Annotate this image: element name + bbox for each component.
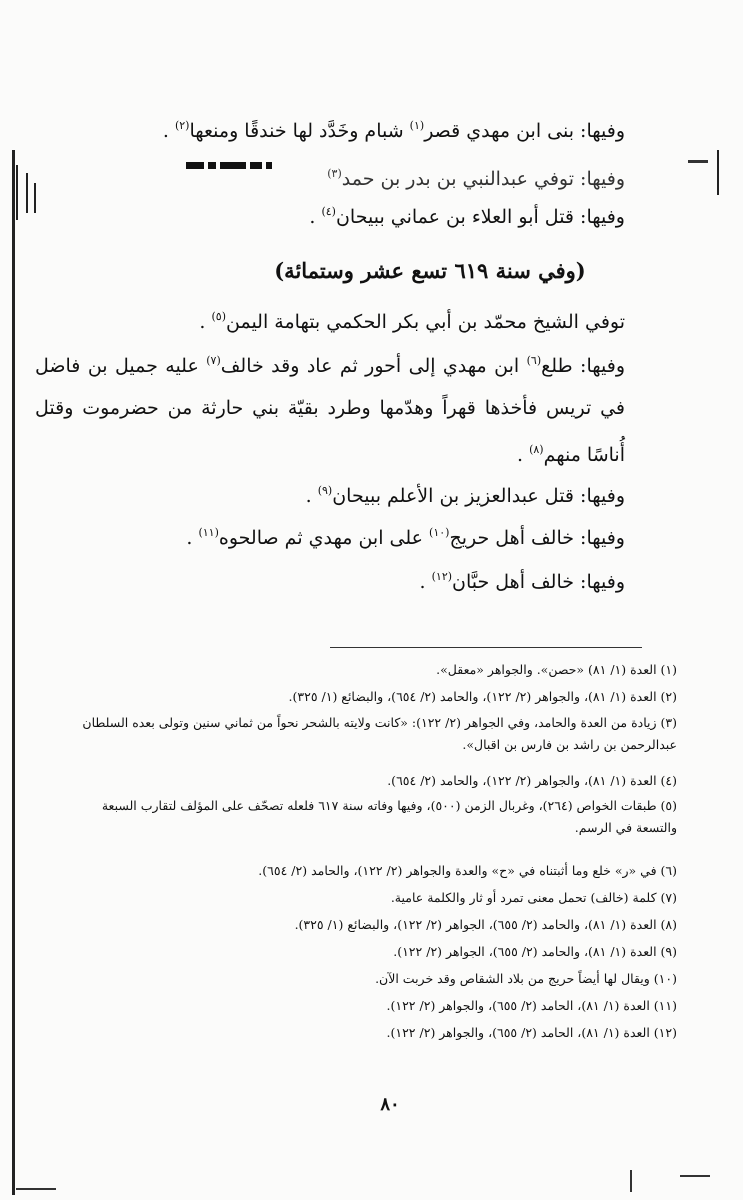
paragraph-3-text: وفيها: قتل عبدالعزيز بن الأعلم ببيحان: [332, 485, 625, 507]
year-heading: (وفي سنة ٦١٩ تسع عشر وستمائة): [274, 258, 586, 283]
paragraph-2: [35, 340, 625, 476]
paragraph-1: [35, 296, 625, 343]
footnote-ref-4: (٤): [321, 205, 336, 218]
footnote-1: (١) العدة (١/ ٨١) «حصن». والجواهر «معقل».: [436, 662, 677, 677]
paragraph-2-text-c: عليه جميل بن فاضل في تريس فأخذها قهراً وهدّمها وطرد بقيّة بني حارثة من حضرموت وقتل أُناسًا منهم: [35, 355, 625, 466]
text-line-1: [35, 112, 625, 145]
footnote-separator: [330, 647, 642, 648]
line-2-text: وفيها: توفي عبدالنبي بن بدر بن حمد: [341, 168, 625, 190]
footnote-ref-3: (٣): [327, 167, 342, 180]
footnote-12: (١٢) العدة (١/ ٨١)، الحامد (٢/ ٦٥٥)، والجواهر (٢/ ١٢٢).: [386, 1025, 677, 1040]
line-3-text: وفيها: قتل أبو العلاء بن عماني ببيحان: [335, 206, 625, 228]
footnote-ref-2: (٢): [174, 119, 190, 132]
footnote-4: (٤) العدة (١/ ٨١)، والجواهر (٢/ ١٢٢)، والحامد (٢/ ٦٥٤).: [387, 773, 677, 788]
footnote-9: (٩) العدة (١/ ٨١)، والحامد (٢/ ٦٥٥)، الجواهر (٢/ ١٢٢).: [393, 944, 677, 959]
footnote-ref-7: (٧): [206, 354, 221, 367]
footnote-6: (٦) في «ر» خلع وما أثبتناه في «ح» والعدة والجواهر (٢/ ١٢٢)، والحامد (٢/ ٦٥٤).: [258, 863, 677, 878]
paragraph-5: [35, 556, 625, 603]
scan-dash: [688, 160, 708, 163]
paragraph-4-text-b: على ابن مهدي ثم صالحوه: [218, 527, 430, 549]
footnote-ref-5: (٥): [211, 310, 226, 323]
footnote-5: (٥) طبقات الخواص (٢٦٤)، وغربال الزمن (٥٠٠)، وفيها وفاته سنة ٦١٧ فلعله تصحّف على المؤلف لتقارب السبعة والتسعة في الرسم.: [101, 798, 677, 835]
line-1-text-b: شبام وخَدَّد لها خندقًا ومنعها: [189, 120, 410, 142]
line-1-text: وفيها: بنى ابن مهدي قصر: [424, 120, 625, 142]
scan-edge-line-right: [717, 150, 719, 195]
scan-edge-line: [12, 150, 15, 1195]
paragraph-5-text: وفيها: خالف أهل حبَّان: [452, 571, 625, 593]
footnote-7: (٧) كلمة (خالف) تحمل معنى تمرد أو ثار والكلمة عامية.: [390, 890, 677, 905]
page-number: ٨٠: [380, 1094, 400, 1115]
paragraph-4-end: .: [186, 527, 199, 549]
footnote-11: (١١) العدة (١/ ٨١)، الحامد (٢/ ٦٥٥)، والجواهر (٢/ ١٢٢).: [386, 998, 677, 1013]
paragraph-1-end: .: [199, 311, 212, 333]
paragraph-4: [35, 512, 625, 559]
paragraph-1-text: توفي الشيخ محمّد بن أبي بكر الحكمي بتهامة اليمن: [226, 311, 625, 333]
paragraph-5-end: .: [419, 571, 432, 593]
line-1-end: .: [162, 120, 175, 142]
footnote-ref-6: (٦): [526, 354, 542, 367]
footnote-ref-8: (٨): [529, 443, 544, 456]
paragraph-2-end: .: [516, 444, 530, 466]
footnote-ref-11: (١١): [198, 526, 219, 539]
line-3-end: .: [309, 206, 322, 228]
footnote-ref-12: (١٢): [431, 570, 453, 583]
text-line-3: [35, 198, 625, 231]
footnote-ref-10: (١٠): [429, 526, 450, 539]
footnote-3: (٣) زيادة من العدة والحامد، وفي الجواهر (٢/ ١٢٢): «كانت ولايته بالشحر نحواً من ثماني سنين وتولى بعده السلطان عبدالرحمن بن راشد بن فارس بن اقبال».: [82, 715, 677, 752]
paragraph-3-end: .: [305, 485, 318, 507]
paragraph-2-text-a: وفيها: طلع: [541, 355, 625, 377]
footnote-ref-1: (١): [409, 119, 425, 132]
text-line-2: [35, 160, 625, 193]
footnote-8: (٨) العدة (١/ ٨١)، والحامد (٢/ ٦٥٥)، الجواهر (٢/ ١٢٢)، والبضائع (١/ ٣٢٥).: [294, 917, 677, 932]
footnote-10: (١٠) ويقال لها أيضاً حريج من بلاد الشقاص وقد خربت الآن.: [375, 971, 677, 986]
footnote-ref-9: (٩): [317, 484, 333, 497]
paragraph-3: [35, 470, 625, 517]
paragraph-2-text-b: ابن مهدي إلى أحور ثم عاد وقد خالف: [220, 355, 527, 377]
paragraph-4-text: وفيها: خالف أهل حريج: [449, 527, 625, 549]
footnote-2: (٢) العدة (١/ ٨١)، والجواهر (٢/ ١٢٢)، والحامد (٢/ ٦٥٤)، والبضائع (١/ ٣٢٥).: [288, 689, 677, 704]
